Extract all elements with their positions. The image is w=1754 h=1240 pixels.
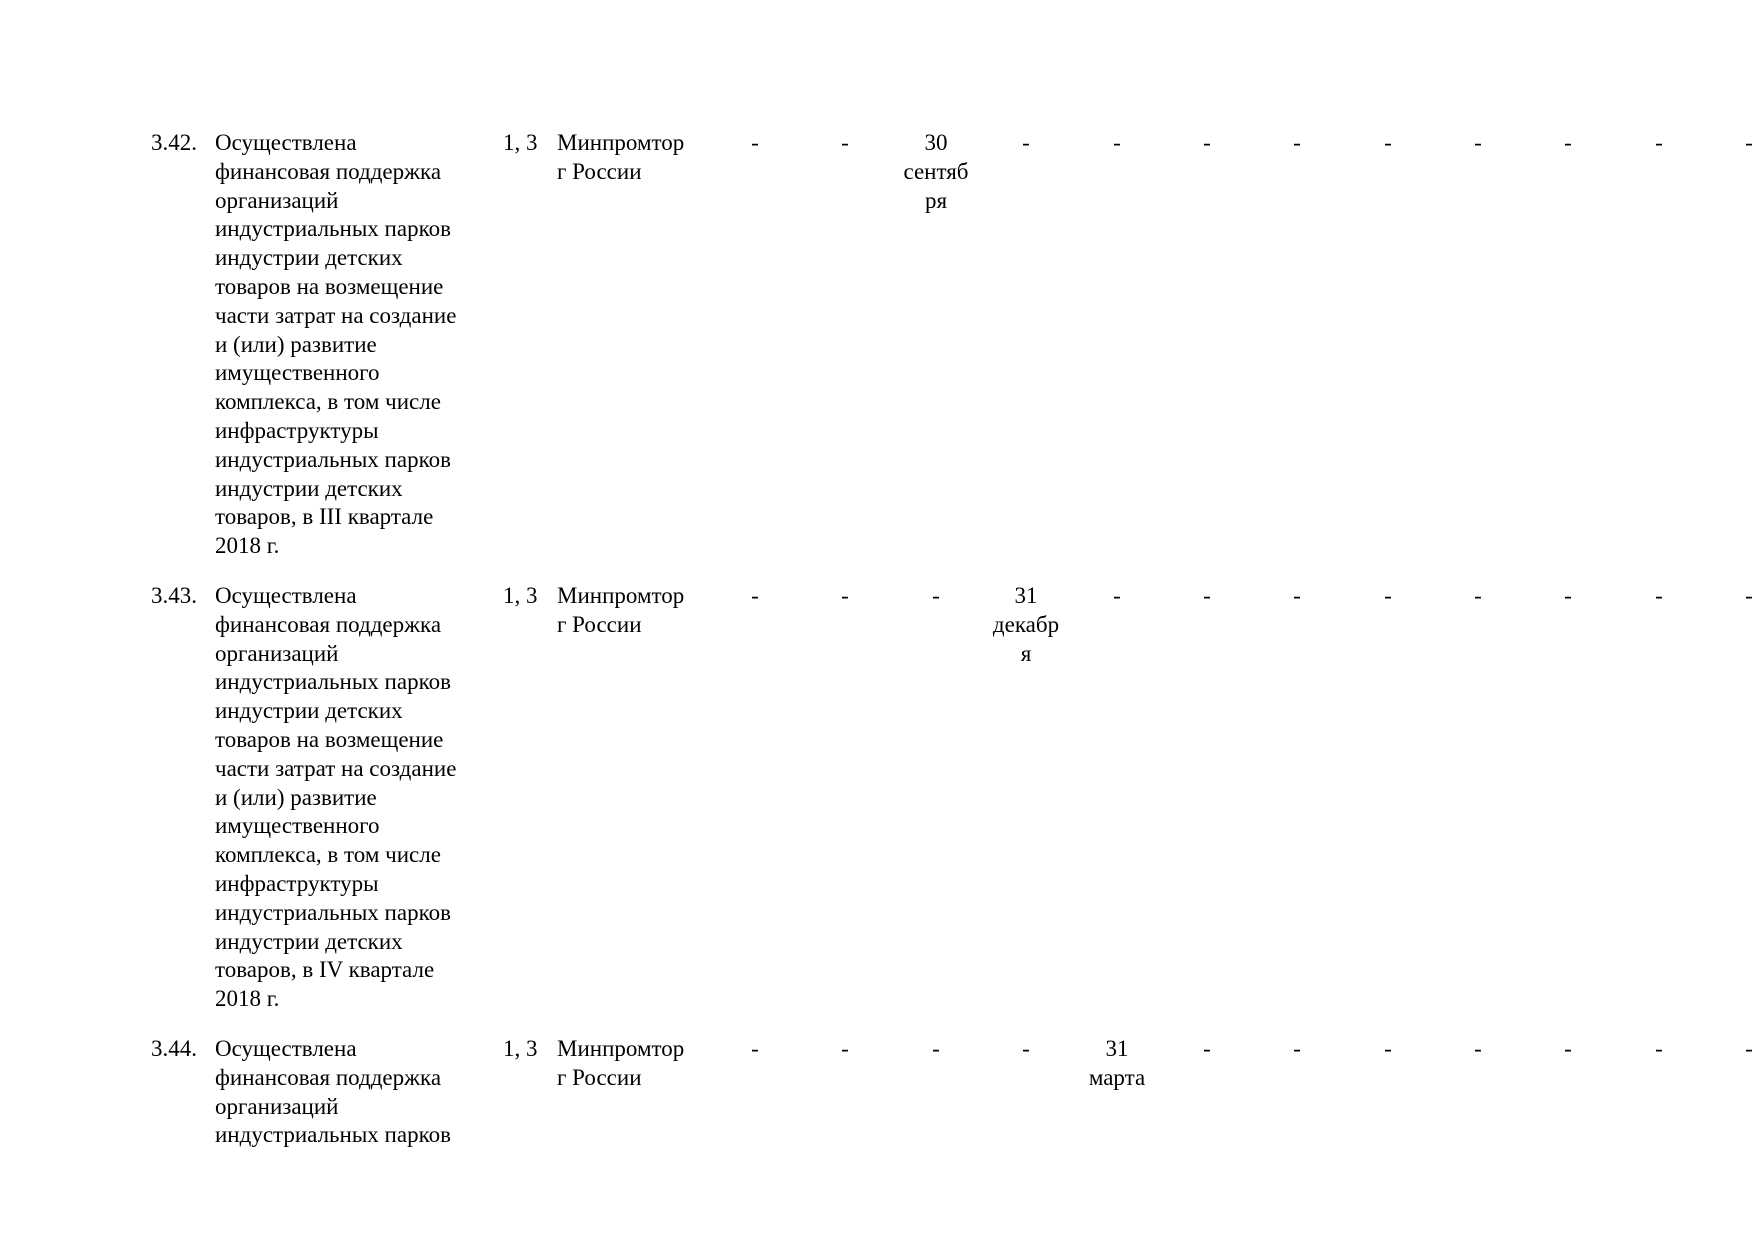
date-cell: - xyxy=(1022,1036,1030,1061)
description-line: организаций xyxy=(215,640,339,666)
description-line: комплекса, в том числе xyxy=(215,842,441,868)
date-cell: - xyxy=(1564,1036,1572,1061)
description-line: и (или) развитие xyxy=(215,331,377,357)
date-cell: - xyxy=(1564,583,1572,608)
description-line: имущественного xyxy=(215,360,380,386)
description-line: индустриальных парков xyxy=(215,669,451,695)
date-cell: - xyxy=(751,1036,759,1061)
date-cell: - xyxy=(841,583,849,608)
date-cell: - xyxy=(1113,130,1121,155)
description-line: части затрат на создание xyxy=(215,302,457,328)
description-line: индустриальных парков xyxy=(215,446,451,472)
description-line: имущественного xyxy=(215,813,380,839)
description-line: инфраструктуры xyxy=(215,870,379,896)
date-cell: - xyxy=(751,583,759,608)
description-line: индустриальных парков xyxy=(215,899,451,925)
row-description xyxy=(215,1035,490,1150)
row-description xyxy=(215,129,490,561)
description-line: индустрии детских xyxy=(215,475,403,501)
date-cell: - xyxy=(1745,1036,1753,1061)
description-line: индустрии детских xyxy=(215,928,403,954)
date-cell: - xyxy=(841,1036,849,1061)
row-number: 3.44. xyxy=(151,1036,197,1061)
responsible-line: г России xyxy=(557,1064,642,1090)
date-cell: - xyxy=(1564,130,1572,155)
row-refs: 1, 3 xyxy=(503,1036,538,1061)
description-line: финансовая поддержка xyxy=(215,158,442,184)
responsible-line: Минпромтор xyxy=(557,130,685,155)
date-cell: - xyxy=(932,1036,940,1061)
description-line: комплекса, в том числе xyxy=(215,389,441,415)
description-line: организаций xyxy=(215,187,339,213)
date-cell: - xyxy=(1745,583,1753,608)
date-cell: - xyxy=(932,583,940,608)
description-line: индустриальных парков xyxy=(215,216,451,242)
description-line: Осуществлена xyxy=(215,130,357,155)
row-refs: 1, 3 xyxy=(503,583,538,608)
row-number: 3.42. xyxy=(151,130,197,155)
description-line: товаров, в III квартале xyxy=(215,504,434,530)
date-cell: - xyxy=(1293,130,1301,155)
description-line: товаров на возмещение xyxy=(215,273,444,299)
date-cell: - xyxy=(1474,1036,1482,1061)
date-cell: - xyxy=(1022,130,1030,155)
date-cell: - xyxy=(1384,1036,1392,1061)
date-cell: - xyxy=(1384,583,1392,608)
responsible-line: г России xyxy=(557,611,642,637)
row-number: 3.43. xyxy=(151,583,197,608)
date-cell: - xyxy=(1203,130,1211,155)
row-responsible xyxy=(557,582,717,640)
date-cell: - xyxy=(1745,130,1753,155)
date-cell: - xyxy=(1474,130,1482,155)
description-line: 2018 г. xyxy=(215,986,280,1012)
date-cell: 31 декабр я xyxy=(992,583,1060,666)
description-line: индустрии детских xyxy=(215,245,403,271)
description-line: инфраструктуры xyxy=(215,417,379,443)
date-cell: - xyxy=(1655,1036,1663,1061)
date-cell: - xyxy=(1293,1036,1301,1061)
description-line: финансовая поддержка xyxy=(215,611,442,637)
row-refs: 1, 3 xyxy=(503,130,538,155)
date-cell: - xyxy=(1203,583,1211,608)
row-responsible xyxy=(557,129,717,187)
date-cell: 30 сентяб ря xyxy=(903,130,969,213)
date-cell: - xyxy=(1293,583,1301,608)
description-line: и (или) развитие xyxy=(215,784,377,810)
date-cell: - xyxy=(751,130,759,155)
date-cell: - xyxy=(841,130,849,155)
row-responsible xyxy=(557,1035,717,1093)
date-cell: 31 марта xyxy=(1088,1036,1146,1090)
description-line: товаров, в IV квартале xyxy=(215,957,435,983)
description-line: финансовая поддержка xyxy=(215,1064,442,1090)
description-line: Осуществлена xyxy=(215,583,357,608)
description-line: индустриальных парков xyxy=(215,1122,451,1148)
date-cell: - xyxy=(1203,1036,1211,1061)
date-cell: - xyxy=(1474,583,1482,608)
description-line: организаций xyxy=(215,1093,339,1119)
description-line: 2018 г. xyxy=(215,533,280,559)
date-cell: - xyxy=(1655,583,1663,608)
date-cell: - xyxy=(1655,130,1663,155)
description-line: части затрат на создание xyxy=(215,755,457,781)
description-line: товаров на возмещение xyxy=(215,726,444,752)
date-cell: - xyxy=(1113,583,1121,608)
responsible-line: Минпромтор xyxy=(557,583,685,608)
responsible-line: г России xyxy=(557,158,642,184)
description-line: индустрии детских xyxy=(215,698,403,724)
description-line: Осуществлена xyxy=(215,1036,357,1061)
date-cell: - xyxy=(1384,130,1392,155)
responsible-line: Минпромтор xyxy=(557,1036,685,1061)
row-description xyxy=(215,582,490,1014)
